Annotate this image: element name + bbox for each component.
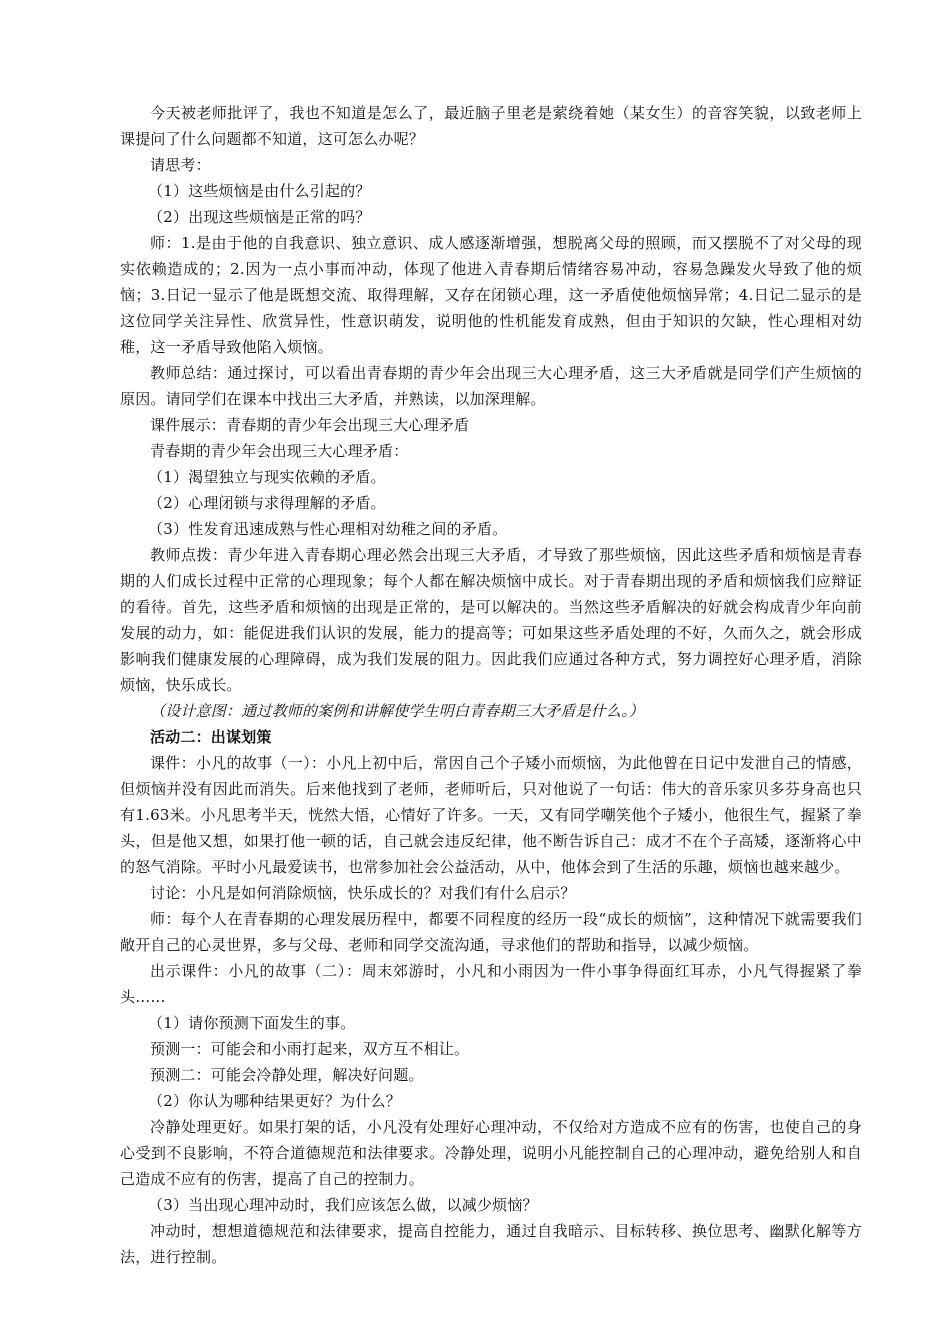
predict-2: 预测二：可能会冷静处理，解决好问题。 — [150, 1066, 424, 1084]
design-intent-note: （设计意图：通过教师的案例和讲解使学生明白青春期三大矛盾是什么。） — [150, 702, 645, 720]
document-page — [120, 100, 862, 1270]
better-question: （2）你认为哪种结果更好？为什么？ — [148, 1092, 401, 1110]
impulse-question: （3）当出现心理冲动时，我们应该怎么做，以减少烦恼？ — [148, 1196, 538, 1214]
impulse-answer-paragraph: 冲动时，想想道德规范和法律要求，提高自控能力，通过自我暗示、目标转移、换位思考、幽默化解等方法，进行控制。 — [120, 1222, 862, 1266]
question-2: （2）出现这些烦恼是正常的吗？ — [148, 208, 371, 226]
predict-question: （1）请你预测下面发生的事。 — [148, 1014, 356, 1032]
diary-quote-paragraph: 今天被老师批评了，我也不知道是怎么了，最近脑子里老是萦绕着她（某女生）的音容笑貌，以致老师上课提问了什么问题都不知道，这可怎么办呢？ — [120, 104, 862, 148]
story-2-paragraph: 出示课件：小凡的故事（二）：周末郊游时，小凡和小雨因为一件小事争得面红耳赤，小凡气得握紧了拳头…… — [120, 962, 862, 1006]
question-1: （1）这些烦恼是由什么引起的？ — [148, 182, 371, 200]
contradiction-1: （1）渴望独立与现实依赖的矛盾。 — [148, 468, 386, 486]
predict-1: 预测一：可能会和小雨打起来，双方互不相让。 — [150, 1040, 470, 1058]
teacher-answer-paragraph: 师：1.是由于他的自我意识、独立意识、成人感逐渐增强，想脱离父母的照顾，而又摆脱不了对父母的现实依赖造成的；2.因为一点小事而冲动，体现了他进入青春期后情绪容易冲动，容易急躁发火导致了他的烦恼；3.日记一显示了他是既想交流、取得理解，又存在闭锁心理，这一矛盾使他烦恼异常；4.日记二显示的是这位同学关注异性、欣赏异性，性意识萌发，说明他的性机能发育成熟，但由于知识的欠缺，性心理相对幼稚，这一矛盾导致他陷入烦恼。 — [120, 234, 862, 356]
think-prompt: 请思考： — [150, 156, 211, 174]
activity-2-heading: 活动二：出谋划策 — [150, 728, 272, 746]
courseware-show: 课件展示：青春期的青少年会出现三大心理矛盾 — [150, 416, 470, 434]
teacher-reply-paragraph: 师：每个人在青春期的心理发展历程中，都要不同程度的经历一段“成长的烦恼”，这种情况下就需要我们敞开自己的心灵世界，多与父母、老师和同学交流沟通，寻求他们的帮助和指导，以减少烦恼。 — [120, 910, 862, 954]
teacher-summary-paragraph: 教师总结：通过探讨，可以看出青春期的青少年会出现三大心理矛盾，这三大矛盾就是同学们产生烦恼的原因。请同学们在课本中找出三大矛盾，并熟读，以加深理解。 — [120, 364, 862, 408]
contradiction-2: （2）心理闭锁与求得理解的矛盾。 — [148, 494, 386, 512]
discussion-paragraph: 讨论：小凡是如何消除烦恼，快乐成长的？对我们有什么启示？ — [150, 884, 576, 902]
teacher-guidance-paragraph: 教师点拨：青少年进入青春期心理必然会出现三大矛盾，才导致了那些烦恼，因此这些矛盾和烦恼是青春期的人们成长过程中正常的心理现象；每个人都在解决烦恼中成长。对于青春期出现的矛盾和烦恼我们应辩证的看待。首先，这些矛盾和烦恼的出现是正常的，是可以解决的。当然这些矛盾解决的好就会构成青少年向前发展的动力，如：能促进我们认识的发展，能力的提高等；可如果这些矛盾处理的不好，久而久之，就会形成影响我们健康发展的心理障碍，成为我们发展的阻力。因此我们应通过各种方式，努力调控好心理矛盾，消除烦恼，快乐成长。 — [120, 546, 862, 694]
contradictions-heading: 青春期的青少年会出现三大心理矛盾： — [150, 442, 409, 460]
contradiction-3: （3）性发育迅速成熟与性心理相对幼稚之间的矛盾。 — [148, 520, 508, 538]
story-1-paragraph: 课件：小凡的故事（一）：小凡上初中后，常因自己个子矮小而烦恼，为此他曾在日记中发泄自己的情感，但烦恼并没有因此而消失。后来他找到了老师，老师听后，只对他说了一句话：伟大的音乐家贝多芬身高也只有1.63米。小凡思考半天，恍然大悟，心情好了许多。一天，又有同学嘲笑他个子矮小，他很生气，握紧了拳头，但是他又想，如果打他一顿的话，自己就会违反纪律，他不断告诉自己：成才不在个子高矮，逐渐将心中的怒气消除。平时小凡最爱读书，也常参加社会公益活动，从中，他体会到了生活的乐趣，烦恼也越来越少。 — [120, 754, 862, 876]
better-answer-paragraph: 冷静处理更好。如果打架的话，小凡没有处理好心理冲动，不仅给对方造成不应有的伤害，也使自己的身心受到不良影响，不符合道德规范和法律要求。冷静处理，说明小凡能控制自己的心理冲动，避免给别人和自己造成不应有的伤害，提高了自己的控制力。 — [120, 1118, 862, 1188]
